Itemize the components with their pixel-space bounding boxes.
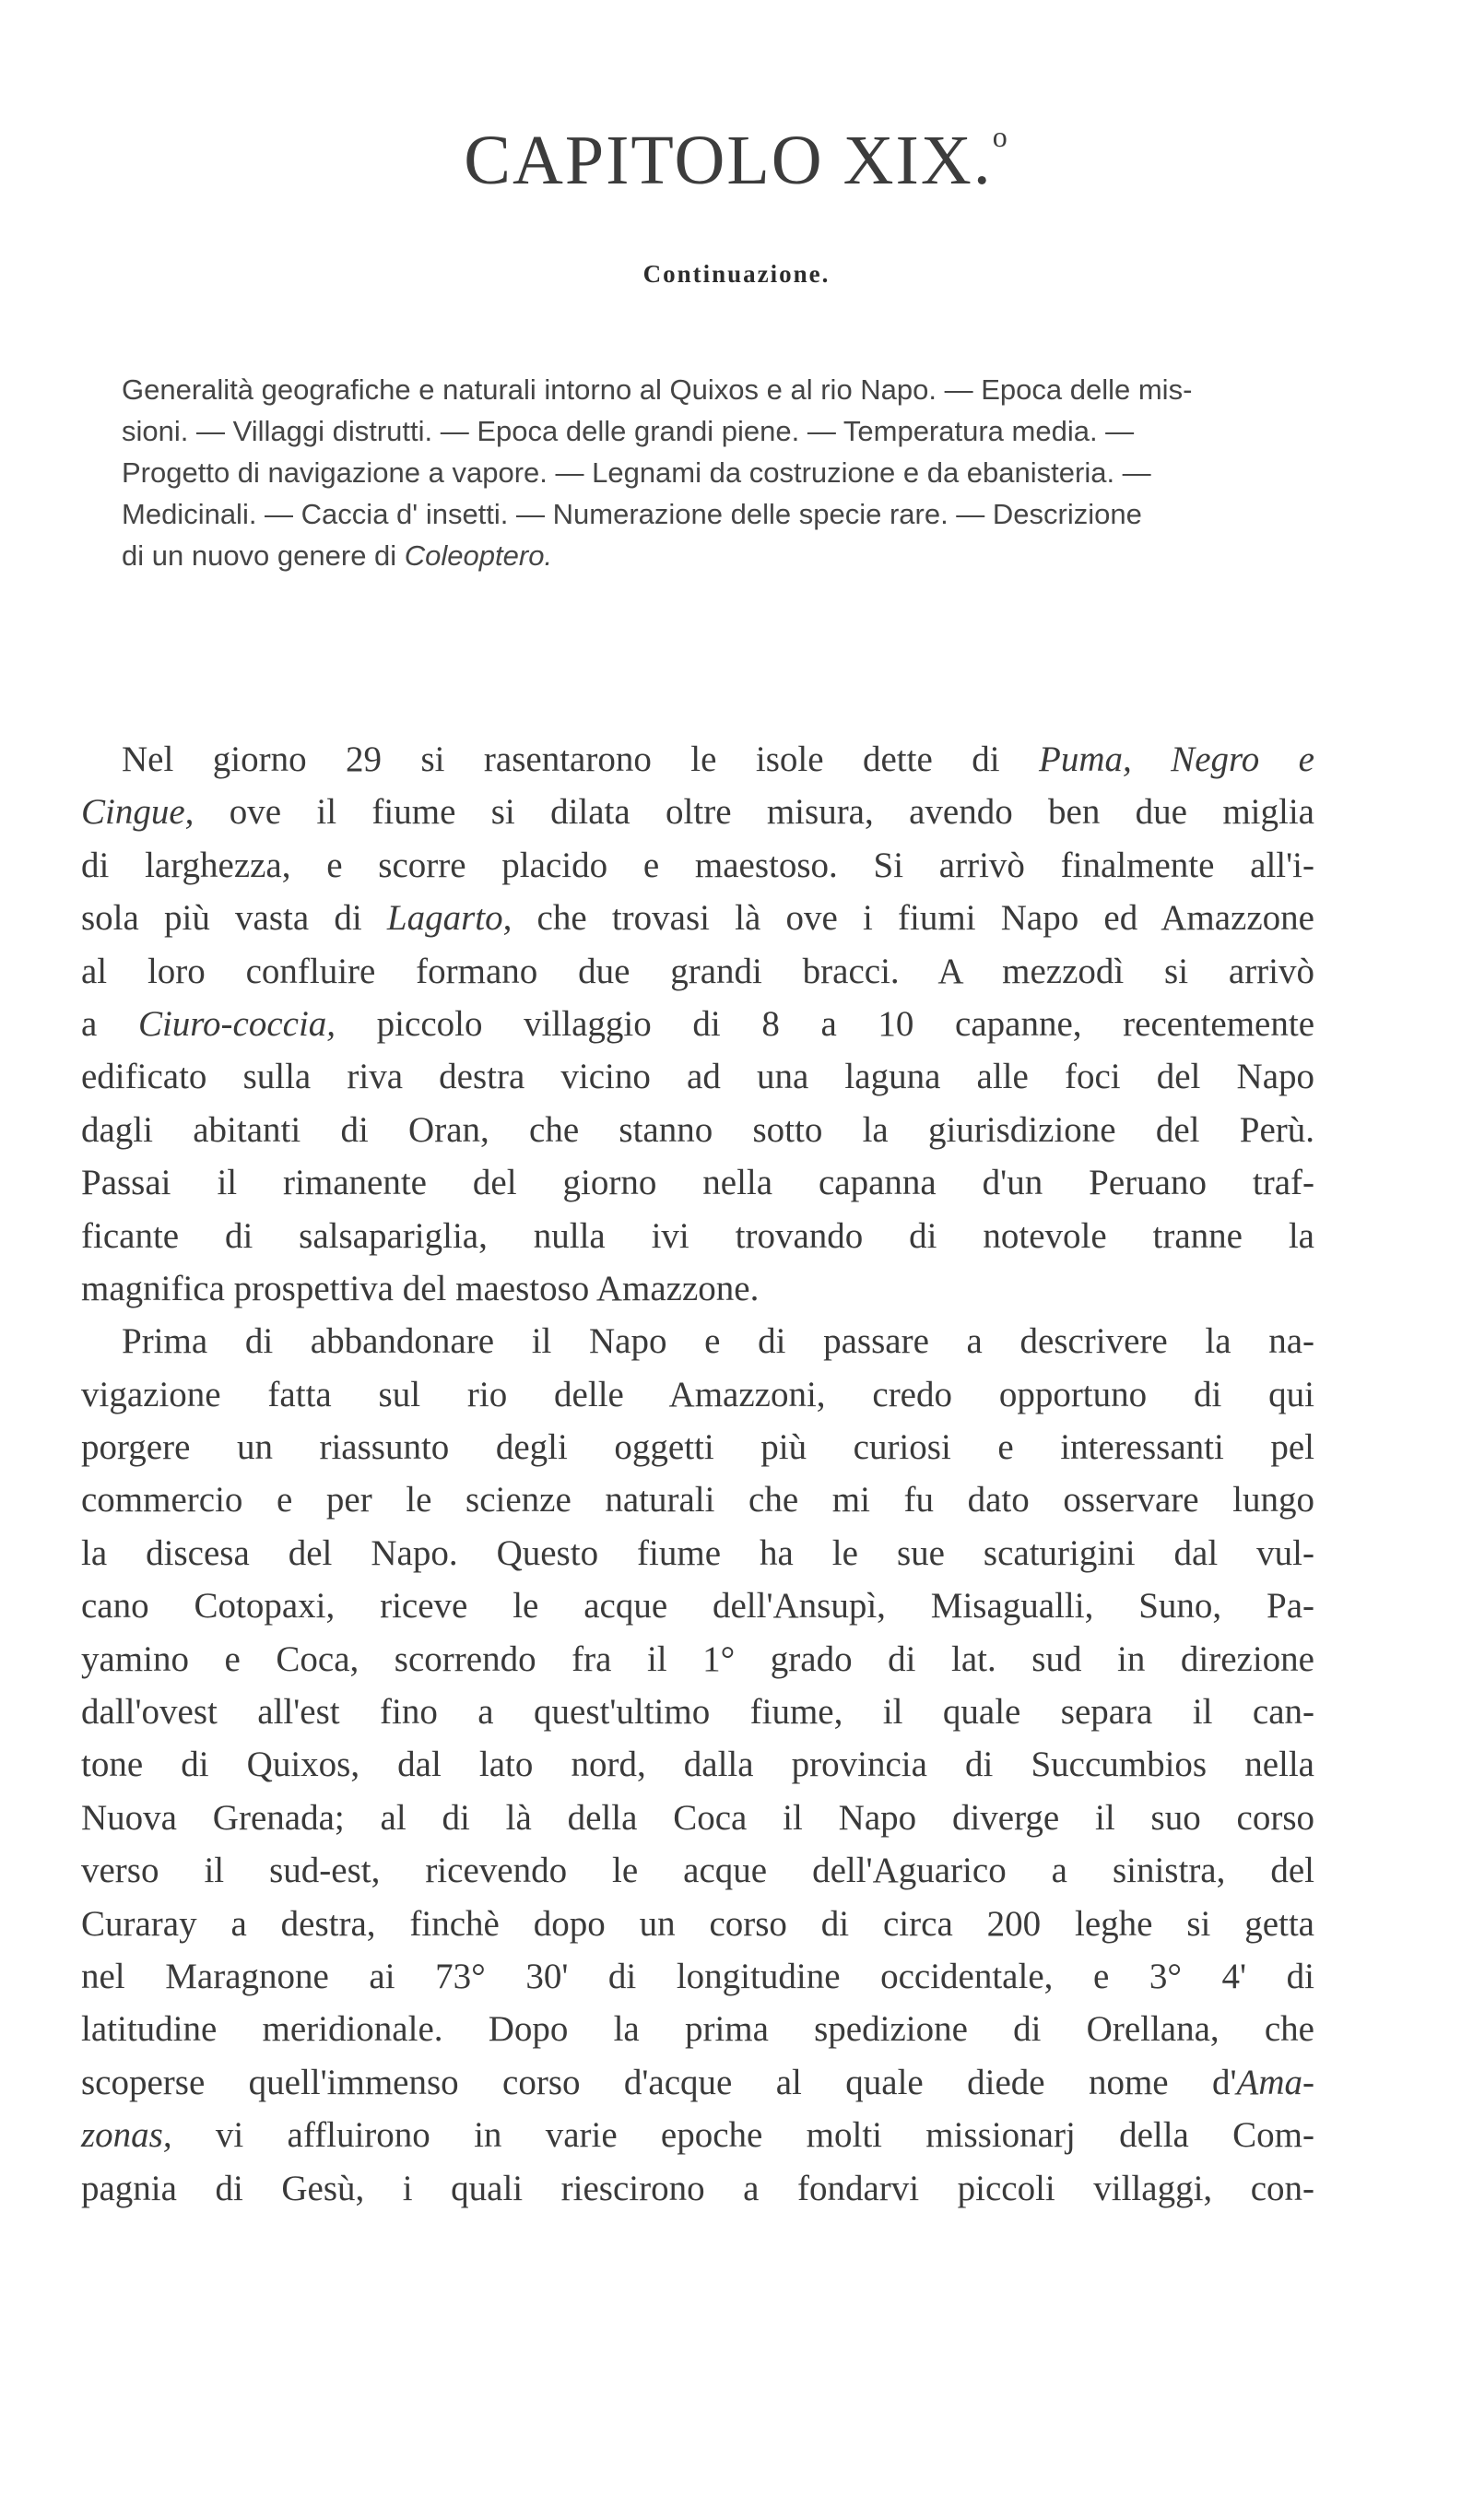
text-run: che trovasi là ove i fiumi Napo ed Amazzone <box>512 898 1314 939</box>
text-line: ficante di salsapariglia, nulla ivi trovando di notevole tranne la <box>81 1215 1314 1256</box>
summary-line <box>122 535 1276 576</box>
text-line: verso il sud-est, ricevendo le acque dell'Aguarico a sinistra, del <box>81 1851 1314 1891</box>
text-run: scoperse quell'immenso corso d'acque al quale diede nome d' <box>81 2062 1237 2102</box>
text-run: piccolo villaggio di 8 a 10 capanne, recentemente <box>336 1003 1315 1044</box>
italic-term: Cingue, <box>81 792 194 833</box>
text-line: pagnia di Gesù, i quali riescirono a fondarvi piccoli villaggi, con- <box>81 2168 1314 2208</box>
text-line: commercio e per le scienze naturali che mi fu dato osservare lungo <box>81 1480 1314 1520</box>
chapter-subtitle: Continuazione. <box>642 260 831 288</box>
chapter-title-superscript: o <box>992 120 1009 153</box>
italic-term: Ciuro-coccia, <box>137 1003 336 1044</box>
text-run: a <box>81 1003 138 1044</box>
italic-term: zonas, <box>81 2115 172 2156</box>
chapter-title-text: CAPITOLO XIX. <box>464 122 993 199</box>
text-line: la discesa del Napo. Questo fiume ha le sue scaturigini dal vul- <box>81 1532 1314 1573</box>
body-text <box>81 733 1314 2215</box>
summary-italic-term: Coleoptero. <box>404 539 553 572</box>
text-line: cano Cotopaxi, riceve le acque dell'Ansupì, Misagualli, Suno, Pa- <box>81 1586 1314 1627</box>
text-run: Nel giorno 29 si rasentarono le isole dette di <box>122 739 1039 779</box>
italic-term: Puma, Negro e <box>1039 739 1314 779</box>
text-line <box>81 2056 1314 2109</box>
chapter-title <box>0 120 1473 201</box>
text-line: Nuova Grenada; al di là della Coca il Napo diverge il suo corso <box>81 1797 1314 1838</box>
text-line: magnifica prospettiva del maestoso Amazzone. <box>81 1268 760 1308</box>
text-line: Passai il rimanente del giorno nella capanna d'un Peruano traf- <box>81 1163 1314 1203</box>
text-line <box>81 733 1314 786</box>
text-line <box>81 786 1314 838</box>
text-line: latitudine meridionale. Dopo la prima spedizione di Orellana, che <box>81 2009 1314 2050</box>
text-line <box>81 2109 1314 2161</box>
summary-line: Generalità geografiche e naturali intorno al Quixos e al rio Napo. — Epoca delle mis- <box>122 373 1193 406</box>
text-line: porgere un riassunto degli oggetti più curiosi e interessanti pel <box>81 1427 1314 1468</box>
text-line: tone di Quixos, dal lato nord, dalla provincia di Succumbios nella <box>81 1745 1314 1785</box>
text-line: Prima di abbandonare il Napo e di passare a descrivere la na- <box>122 1321 1314 1362</box>
text-line: Curaray a destra, finchè dopo un corso di circa 200 leghe si getta <box>81 1903 1314 1944</box>
text-line: vigazione fatta sul rio delle Amazzoni, credo opportuno di qui <box>81 1374 1314 1414</box>
text-run: vi affluirono in varie epoche molti missionarj della Com- <box>171 2115 1314 2156</box>
text-run: sola più vasta di <box>81 898 387 939</box>
chapter-summary <box>122 369 1276 576</box>
text-line <box>81 892 1314 944</box>
text-line: edificato sulla riva destra vicino ad una laguna alle foci del Napo <box>81 1057 1314 1097</box>
summary-line: Medicinali. — Caccia d' insetti. — Numerazione delle specie rare. — Descrizione <box>122 498 1142 530</box>
text-line: al loro confluire formano due grandi bracci. A mezzodì si arrivò <box>81 951 1314 991</box>
text-line: nel Maragnone ai 73° 30' di longitudine occidentale, e 3° 4' di <box>81 1956 1314 1996</box>
italic-term: Lagarto, <box>386 898 513 939</box>
summary-line-text: di un nuovo genere di <box>122 539 405 572</box>
text-line: dall'ovest all'est fino a quest'ultimo fiume, il quale separa il can- <box>81 1692 1314 1733</box>
text-line: di larghezza, e scorre placido e maestoso. Si arrivò finalmente all'i- <box>81 845 1314 885</box>
italic-term: Ama- <box>1236 2062 1314 2102</box>
text-line: yamino e Coca, scorrendo fra il 1° grado di lat. sud in direzione <box>81 1639 1314 1679</box>
summary-line: sioni. — Villaggi distrutti. — Epoca delle grandi piene. — Temperatura media. — <box>122 415 1135 447</box>
text-line <box>81 998 1314 1050</box>
text-line: dagli abitanti di Oran, che stanno sotto la giurisdizione del Perù. <box>81 1109 1314 1150</box>
text-run: ove il fiume si dilata oltre misura, avendo ben due miglia <box>194 792 1314 833</box>
summary-line: Progetto di navigazione a vapore. — Legnami da costruzione e da ebanisteria. — <box>122 456 1151 489</box>
